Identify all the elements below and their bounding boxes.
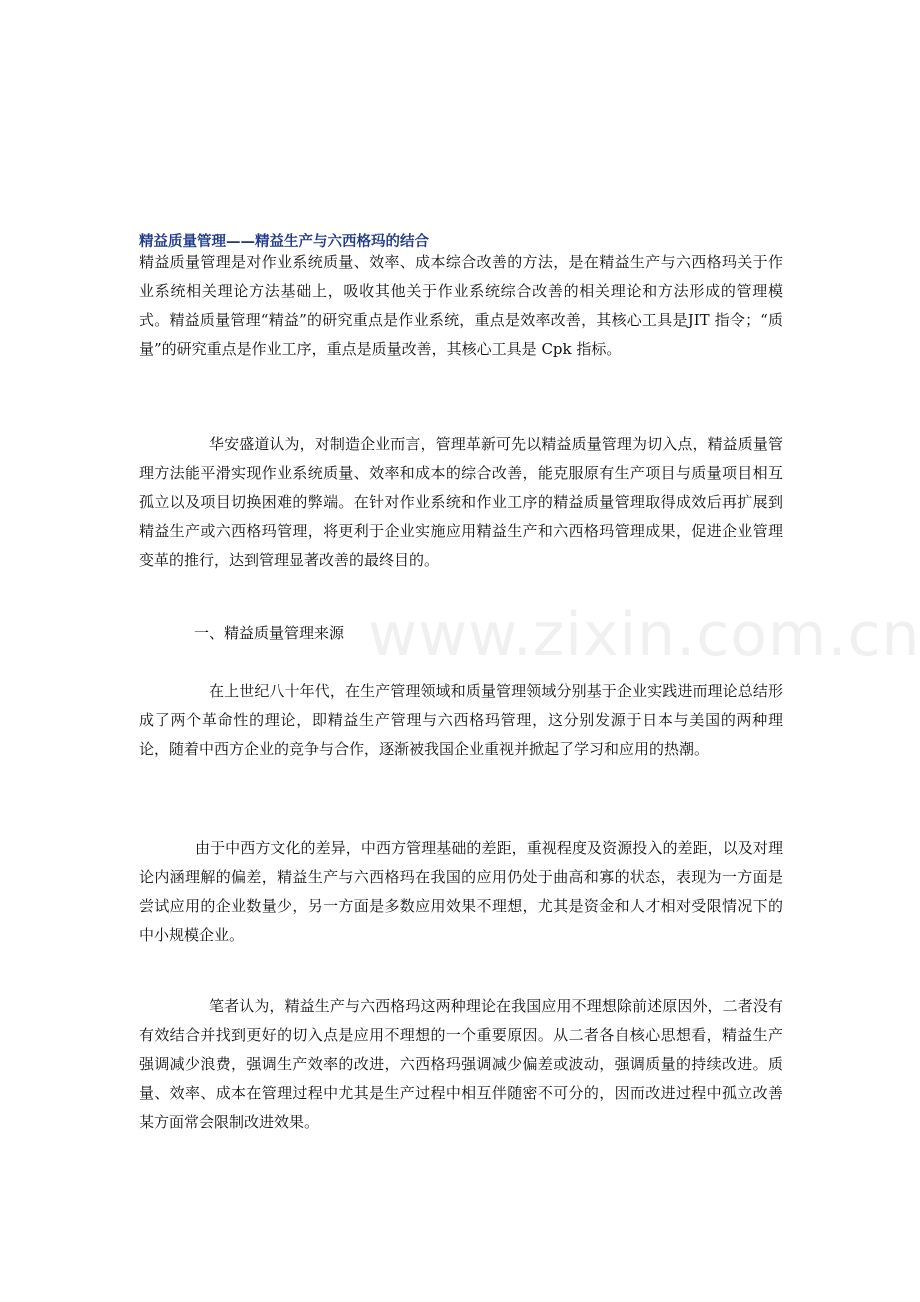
paragraph-intro: 精益质量管理是对作业系统质量、效率、成本综合改善的方法，是在精益生产与六西格玛关于作业系统相关理论方法基础上，吸收其他关于作业系统综合改善的相关理论和方法形成的管理模式。精益质量管理“精益”的研究重点是作业系统，重点是效率改善，其核心工具是JIT 指令；“质量”的研究重点是作业工序，重点是质量改善，其核心工具是 Cpk 指标。 [139, 253, 783, 358]
paragraph-differences: 由于中西方文化的差异，中西方管理基础的差距，重视程度及资源投入的差距，以及对理论内涵理解的偏差，精益生产与六西格玛在我国的应用仍处于曲高和寡的状态，表现为一方面是尝试应用的企业数量少，另一方面是多数应用效果不理想，尤其是资金和人才相对受限情况下的中小规模企业。 [139, 839, 783, 944]
section-heading-origin: 一、精益质量管理来源 [194, 624, 345, 642]
paragraph-huaan-view: 华安盛道认为，对制造企业而言，管理革新可先以精益质量管理为切入点，精益质量管理方法能平滑实现作业系统质量、效率和成本的综合改善，能克服原有生产项目与质量项目相互孤立以及项目切换困难的弊端。在针对作业系统和作业工序的精益质量管理取得成效后再扩展到精益生产或六西格玛管理，将更利于企业实施应用精益生产和六西格玛管理成果，促进企业管理变革的推行，达到管理显著改善的最终目的。 [139, 435, 783, 569]
paragraph-author-view: 笔者认为，精益生产与六西格玛这两种理论在我国应用不理想除前述原因外，二者没有有效结合并找到更好的切入点是应用不理想的一个重要原因。从二者各自核心思想看，精益生产强调减少浪费，强调生产效率的改进，六西格玛强调减少偏差或波动，强调质量的持续改进。质量、效率、成本在管理过程中尤其是生产过程中相互伴随密不可分的，因而改进过程中孤立改善某方面常会限制改进效果。 [139, 997, 783, 1131]
watermark-text: www.zixin.com.cn [368, 600, 920, 670]
document-title: 精益质量管理——精益生产与六西格玛的结合 [139, 234, 429, 250]
paragraph-history: 在上世纪八十年代，在生产管理领域和质量管理领域分别基于企业实践进而理论总结形成了两个革命性的理论，即精益生产管理与六西格玛管理，这分别发源于日本与美国的两种理论，随着中西方企业的竞争与合作，逐渐被我国企业重视并掀起了学习和应用的热潮。 [139, 682, 783, 758]
